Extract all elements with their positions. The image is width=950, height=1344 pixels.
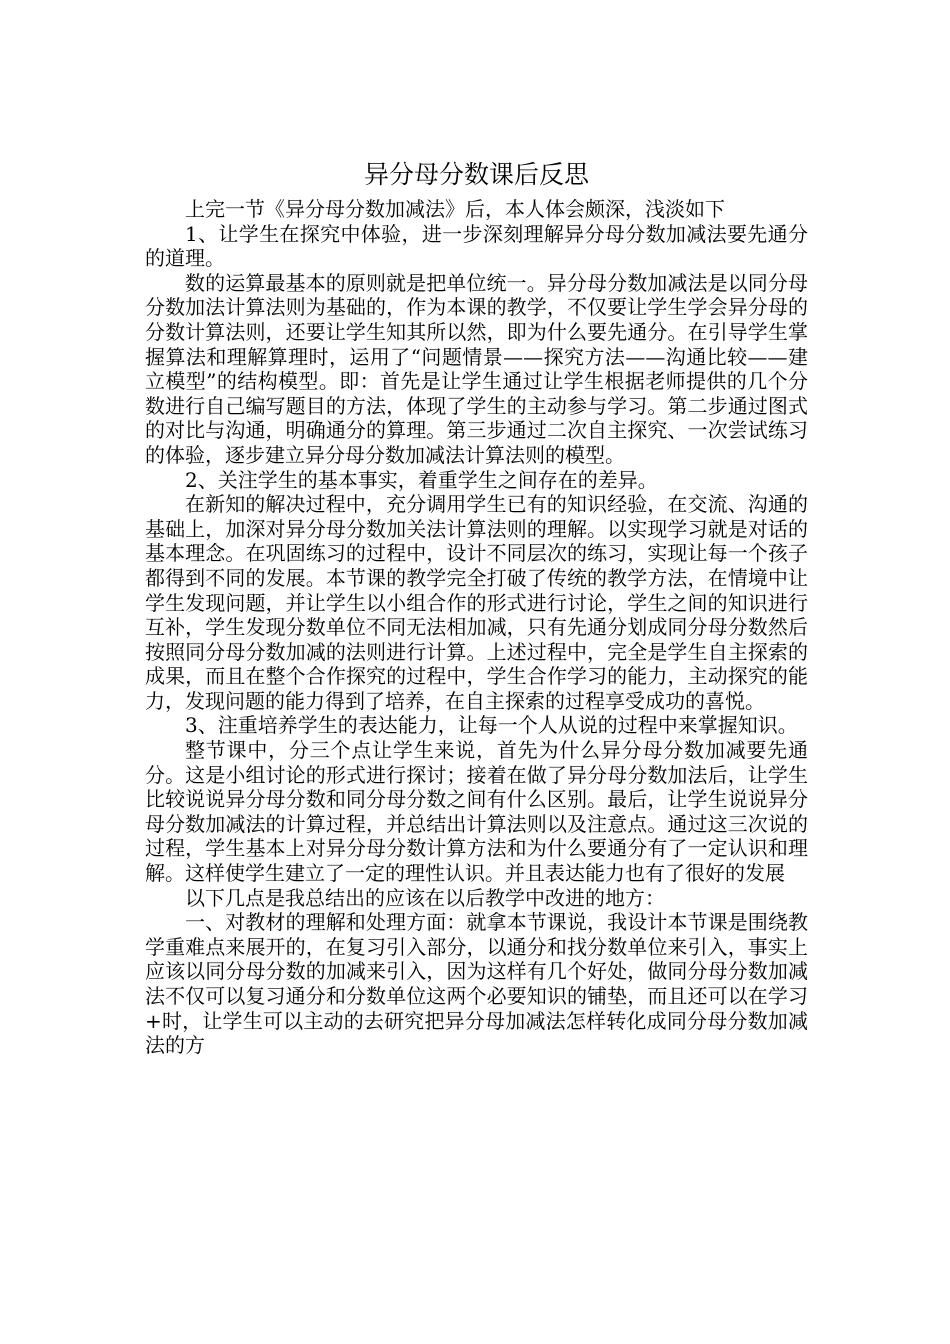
paragraph-point-2-body: 在新知的解决过程中，充分调用学生已有的知识经验，在交流、沟通的基础上，加深对异分母分数加关法计算法则的理解。以实现学习就是对话的基本理念。在巩固练习的过程中，设计不同层次的练习，实现让每一个孩子都得到不同的发展。本节课的教学完全打破了传统的教学方法，在情境中让学生发现问题，并让学生以小组合作的形式进行讨论，学生之间的知识进行互补，学生发现分数单位不同无法相加减，只有先通分划成同分母分数然后按照同分母分数加减的法则进行计算。上述过程中，完全是学生自主探索的成果，而且在整个合作探究的过程中，学生合作学习的能力，主动探究的能力，发现问题的能力得到了培养，在自主探索的过程享受成功的喜悦。 <box>145 492 808 713</box>
paragraph-point-3-heading: 3、注重培养学生的表达能力，让每一个人从说的过程中来掌握知识。 <box>185 713 798 738</box>
paragraph-improvements-intro: 以下几点是我总结出的应该在以后教学中改进的地方： <box>185 885 665 910</box>
paragraph-intro: 上完一节《异分母分数加减法》后，本人体会颇深，浅淡如下 <box>185 197 725 221</box>
document-title: 异分母分数课后反思 <box>363 160 589 189</box>
paragraph-improvement-1: 一、对教材的理解和处理方面：就拿本节课说，我设计本节课是围绕教学重难点来展开的，在复习引入部分，以通分和找分数单位来引入，事实上应该以同分母分数的加减来引入，因为这样有几个好处，做同分母分数加减法不仅可以复习通分和分数单位这两个必要知识的铺垫，而且还可以在学习+时，让学生可以主动的去研究把异分母加减法怎样转化成同分母分数加减法的方 <box>145 910 808 1058</box>
paragraph-point-1-body: 数的运算最基本的原则就是把单位统一。异分母分数加减法是以同分母分数加法计算法则为基础的，作为本课的教学，不仅要让学生学会异分母的分数计算法则，还要让学生知其所以然，即为什么要先通分。在引导学生掌握算法和理解算理时，运用了“问题情景——探究方法——沟通比较——建立模型”的结构模型。即：首先是让学生通过让学生根据老师提供的几个分数进行自己编写题目的方法，体现了学生的主动参与学习。第二步通过图式的对比与沟通，明确通分的算理。第三步通过二次自主探究、一次尝试练习的体验，逐步建立异分母分数加减法计算法则的模型。 <box>145 270 808 467</box>
paragraph-point-3-body: 整节课中，分三个点让学生来说，首先为什么异分母分数加减要先通分。这是小组讨论的形式进行探讨；接着在做了异分母分数加法后，让学生比较说说异分母分数和同分母分数之间有什么区别。最后，让学生说说异分母分数加减法的计算过程，并总结出计算法则以及注意点。通过这三次说的过程，学生基本上对异分母分数计算方法和为什么要通分有了一定认识和理解。这样使学生建立了一定的理性认识。并且表达能力也有了很好的发展 <box>145 738 808 886</box>
paragraph-point-1-heading: 1、让学生在探究中体验，进一步深刻理解异分母分数加减法要先通分的道理。 <box>145 221 808 271</box>
paragraph-point-2-heading: 2、关注学生的基本事实，着重学生之间存在的差异。 <box>185 467 658 492</box>
document-body <box>145 155 808 1058</box>
